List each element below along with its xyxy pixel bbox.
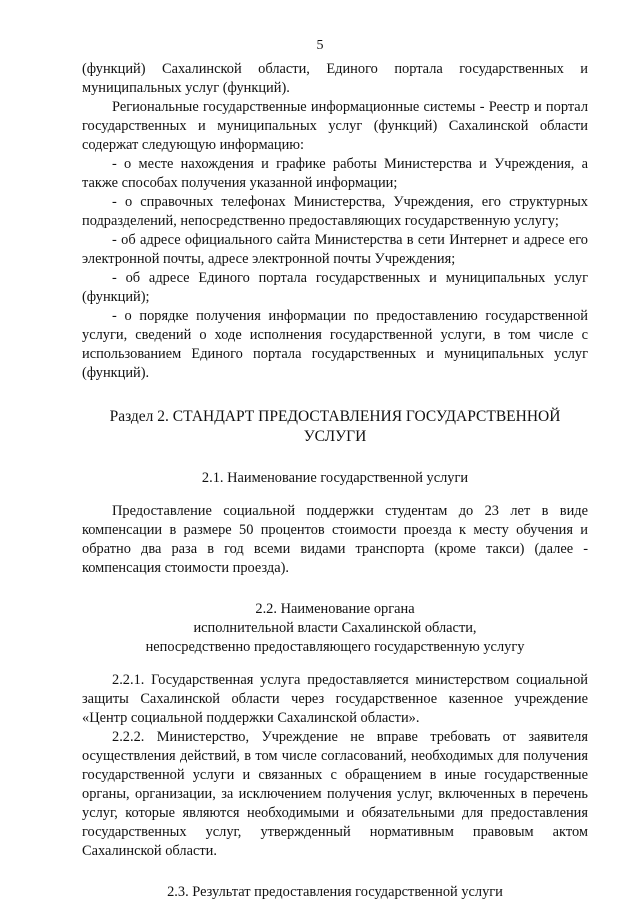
page-number: 5 xyxy=(316,38,324,53)
subsection-2-1-heading: 2.1. Наименование государственной услуги xyxy=(201,470,469,486)
intro-paragraph-continuation: (функций) Сахалинской области, Единого портала государственных и муниципальных услуг (функций). xyxy=(82,61,588,96)
list-item-website: - об адресе официального сайта Министерства в сети Интернет и адресе его электронной почты, адресе электронной почты Учреждения; xyxy=(82,232,588,267)
subsection-2-1-text: Предоставление социальной поддержки студентам до 23 лет в виде компенсации в размере 50 процентов стоимости проезда к месту обучения и обратно два раза в год всеми видами транспорта (кроме такси) (далее - компенсация стоимости проезда). xyxy=(82,503,588,576)
subsection-2-2-heading-line: 2.2. Наименование органа xyxy=(255,601,415,617)
intro-paragraph: Региональные государственные информационные системы - Реестр и портал государственных и муниципальных услуг (функций) Сахалинской области содержат следующую информацию: xyxy=(82,99,588,153)
subsection-2-3-heading: 2.3. Результат предоставления государственной услуги xyxy=(167,884,503,900)
section-title: Раздел 2. СТАНДАРТ ПРЕДОСТАВЛЕНИЯ ГОСУДАРСТВЕННОЙ УСЛУГИ xyxy=(109,408,561,445)
list-item-procedure: - о порядке получения информации по предоставлению государственной услуги, сведений о ходе исполнения государственной услуги, в том числе с использованием Единого портала государственных и муниципальных услуг (функций). xyxy=(82,308,588,381)
subsection-2-2-heading xyxy=(82,600,588,657)
list-item-phones: - о справочных телефонах Министерства, Учреждения, его структурных подразделений, непосредственно предоставляющих государственную услугу; xyxy=(82,194,588,229)
subsection-2-2-heading-line: исполнительной власти Сахалинской области, xyxy=(193,620,477,636)
document-body xyxy=(82,60,588,916)
list-item-portal: - об адресе Единого портала государственных и муниципальных услуг (функций); xyxy=(82,270,588,305)
subsection-2-2-heading-line: непосредственно предоставляющего государственную услугу xyxy=(145,639,525,655)
paragraph-2-2-1: 2.2.1. Государственная услуга предоставляется министерством социальной защиты Сахалинской области через государственное казенное учреждение «Центр социальной поддержки Сахалинской области». xyxy=(82,672,588,726)
paragraph-2-2-2: 2.2.2. Министерство, Учреждение не вправе требовать от заявителя осуществления действий, в том числе согласований, необходимых для получения государственной услуги и связанных с обращением в иные государственные органы, организации, за исключением получения услуг, включенных в перечень услуг, которые являются необходимыми и обязательными для предоставления государственных услуг, утвержденный нормативным правовым актом Сахалинской области. xyxy=(82,729,588,859)
list-item-location: - о месте нахождения и графике работы Министерства и Учреждения, а также способах получения указанной информации; xyxy=(82,156,588,191)
